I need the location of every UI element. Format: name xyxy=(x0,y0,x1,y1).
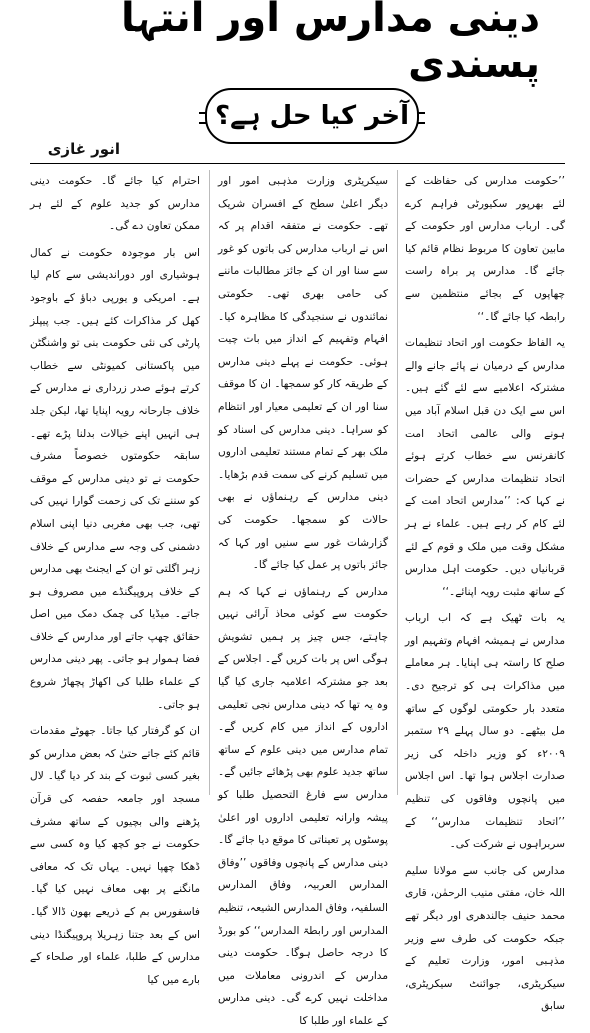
paragraph: ان کو گرفتار کیا جاتا۔ جھوٹے مقدمات قائم کئے جاتے حتیٰ کہ بعض مدارس کو بغیر کسی ثبوت کے بند کر دیا گیا۔ لال مسجد اور جامعہ حفصہ کی قرآن پڑھنے والی بچیوں کے ساتھ مشرف حکومت نے جو کچھ کیا وہ کسی سے ڈھکا چھپا نہیں۔ یہاں تک کہ معافی مانگنے پر بھی معاف نہیں کیا گیا۔ فاسفورس بم کے ذریعے بھون ڈالا گیا۔ اس کے بعد جتنا زہریلا پروپیگنڈا دینی مدارس کے طلبا، علماء اور صلحاء کے بارے میں کیا xyxy=(30,725,200,986)
column-divider xyxy=(209,170,210,795)
paragraph: ’’حکومت مدارس کی حفاظت کے لئے بھرپور سکیورٹی فراہم کرے گی۔ ارباب مدارس اور حکومت کے مابین تعاون کا مربوط نظام قائم کیا جائے گا۔ مدارس پر براہ راست چھاپوں کے بجائے منتظمین سے رابطہ کیا جائے گا۔‘‘ xyxy=(405,175,565,323)
paragraph: مدارس کی جانب سے مولانا سلیم اللہ خان، مفتی منیب الرحمٰن، قاری محمد حنیف جالندھری اور دیگر تھے جبکہ حکومت کی طرف سے وزیر مذہبی امور، وزارت تعلیم کے سیکریٹری، جوائنٹ سیکریٹری، سابق xyxy=(405,864,565,1013)
article-headline: دینی مدارس اور انتہا پسندی xyxy=(120,0,540,87)
author-byline: انور غازی xyxy=(47,140,120,158)
article-column-middle xyxy=(218,170,388,1027)
article-column-right xyxy=(405,170,566,1013)
article-column-left xyxy=(30,170,200,986)
article-subheadline: آخر کیا حل ہے؟ xyxy=(205,88,419,144)
column-divider xyxy=(397,170,398,795)
paragraph: یہ بات ٹھیک ہے کہ اب ارباب مدارس نے ہمیشہ افہام وتفہیم اور صلح کا راستہ ہی اپنایا۔ ہر معاملے میں مذاکرات ہی کو ترجیح دی۔ متعدد بار حکومتی لوگوں کے ساتھ مل بیٹھے۔ دو سال پہلے ۲۹ ستمبر ۲۰۰۹ء کو وزیر داخلہ کی زیر صدارت اجلاس ہوا تھا۔ اس اجلاس میں پانچوں وفاقوں کی تنظیم ’’اتحاد تنظیمات مدارس‘‘ کے سربراہوں نے شرکت کی۔ xyxy=(405,612,566,851)
paragraph: مدارس کے رہنماؤں نے کہا کہ ہم حکومت سے کوئی محاذ آرائی نہیں چاہتے، جس چیز پر ہمیں تشویش ہوگی اس پر بات کریں گے۔ اجلاس کے بعد جو مشترکہ اعلامیہ جاری کیا گیا وہ یہ تھا کہ دینی مدارس نجی تعلیمی اداروں کے انداز میں کام کریں گے۔ تمام مدارس میں دینی علوم کے ساتھ ساتھ جدید علوم بھی پڑھائے جائیں گے۔ مدارس سے فارغ التحصیل طلبا کو پیشہ وارانہ تعلیمی اداروں اور اعلیٰ پوسٹوں پر تعیناتی کا موقع دیا جائے گا۔ دینی مدارس کے پانچوں وفاقوں ’’وفاق المدارس العربیہ، وفاق المدارس السلفیہ، وفاق المدارس الشیعہ، تنظیم المدارس اور رابطۃ المدارس‘‘ کو بورڈ کا درجہ حاصل ہوگا۔ حکومت دینی مدارس کے اندرونی معاملات میں مداخلت نہیں کرے گی۔ دینی مدارس کے علماء اور طلبا کا xyxy=(218,585,388,1027)
paragraph: یہ الفاظ حکومت اور اتحاد تنظیمات مدارس کے درمیان نے پائے جانے والے مشترکہ اعلامیے سے لئے گئے ہیں۔ اس سے ایک دن قبل اسلام آباد میں ہونے والی عالمی اتحاد امت کانفرنس سے خطاب کرتے ہوئے اتحاد تنظیمات مدارس کے حضرات نے کہا کہ: ’’مدارس اتحاد امت کے لئے کام کر رہے ہیں۔ علماء نے ہر مشکل وقت میں ملک و قوم کے لئے قربانیاں دیں۔ حکومت اہل مدارس کے ساتھ مثبت رویہ اپنائے۔‘‘ xyxy=(405,337,565,598)
header-divider xyxy=(30,163,565,164)
paragraph: احترام کیا جائے گا۔ حکومت دینی مدارس کو جدید علوم کے لئے ہر ممکن تعاون دے گی۔ xyxy=(30,175,200,233)
paragraph: اس بار موجودہ حکومت نے کمال ہوشیاری اور دوراندیشی سے کام لیا ہے۔ امریکی و یورپی دباؤ کے باوجود کھل کر مذاکرات کئے ہیں۔ جب پیپلز پارٹی کی نئی حکومت بنی تو واشنگٹن میں پاکستانی کمیونٹی سے خطاب کرتے ہوئے صدر زرداری نے مدارس کے خلاف جارحانہ رویہ اپنایا تھا، لیکن جلد ہی انہیں اپنے خیالات بدلنا پڑے تھے۔ سابقہ حکومتوں خصوصاً مشرف حکومت نے تو دینی مدارس کے موقف کو سننے تک کی زحمت گوارا نہیں کی تھی، جب بھی مغربی دنیا اپنی اسلام دشمنی کی وجہ سے مدارس کے خلاف زہر اگلتی تو ان کے ایجنٹ بھی مدارس کے خلاف پروپیگنڈے میں مصروف ہو جاتے۔ میڈیا کی چمک دمک میں اصل حقائق چھپ جاتے اور مدارس کے خلاف فضا ہموار ہو جاتی۔ پھر دینی مدارس کے علماء طلبا کی اکھاڑ پچھاڑ شروع ہو جاتی۔ xyxy=(30,246,200,711)
paragraph: سیکریٹری وزارت مذہبی امور اور دیگر اعلیٰ سطح کے افسران شریک تھے۔ حکومت نے متفقہ اقدام پر کہ اس نے ارباب مدارس کی باتوں کو غور سے سنا اور ان کے جائز مطالبات ماننے کی حامی بھری تھی۔ حکومتی نمائندوں نے سنجیدگی کا مظاہرہ کیا۔ افہام وتفہیم کے انداز میں بات چیت ہوئی۔ حکومت نے پہلے دینی مدارس کے طریقہ کار کو سمجھا۔ ان کا موقف سنا اور ان کے تعلیمی معیار اور انتظام کو سراہا۔ دینی مدارس کی اسناد کو ملک بھر کے تمام مستند تعلیمی اداروں میں تسلیم کرنے کی سمت قدم بڑھایا۔ دینی مدارس کے رہنماؤں نے بھی حالات کو سمجھا۔ حکومت کی گزارشات غور سے سنیں اور کہا کہ جائز باتوں پر عمل کیا جائے گا۔ xyxy=(218,175,388,572)
